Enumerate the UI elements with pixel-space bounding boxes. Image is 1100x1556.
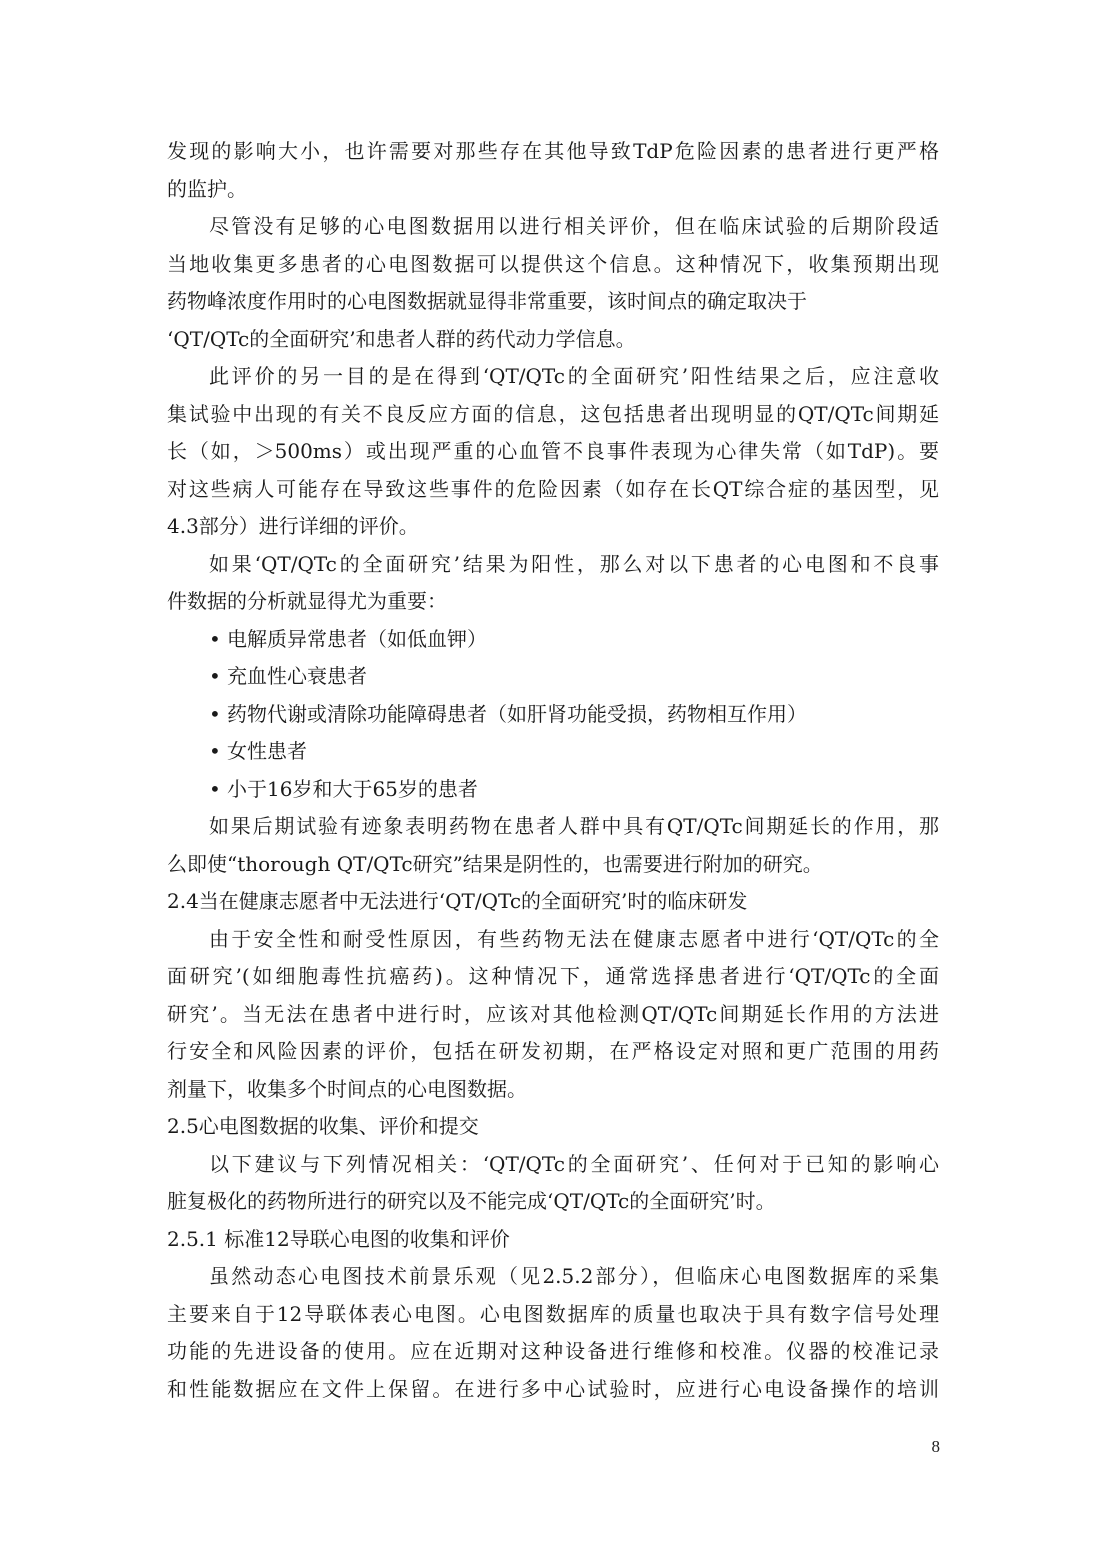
- paragraph-3-line-3: 长（如，＞500ms）或出现严重的心血管不良事件表现为心律失常（如TdP)。要: [167, 439, 939, 463]
- paragraph-6-line-5: 剂量下，收集多个时间点的心电图数据。: [167, 1076, 527, 1101]
- paragraph-3-line-5: 4.3部分）进行详细的评价。: [167, 514, 419, 538]
- bullet-marker: •: [209, 664, 221, 688]
- list-item: [167, 621, 939, 659]
- list-item: [167, 696, 939, 734]
- list-item: [167, 658, 939, 696]
- section-heading-2-5-1: 2.5.1 标准12导联心电图的收集和评价: [167, 1226, 510, 1251]
- list-item-text: 药物代谢或清除功能障碍患者（如肝肾功能受损，药物相互作用）: [227, 701, 807, 726]
- paragraph-8-line-1: 虽然动态心电图技术前景乐观（见2.5.2部分），但临床心电图数据库的采集: [209, 1264, 939, 1288]
- bullet-marker: •: [209, 701, 221, 726]
- paragraph-4-line-2: 件数据的分析就显得尤为重要：: [167, 589, 447, 613]
- paragraph-3-line-1: 此评价的另一目的是在得到‘QT/QTc的全面研究’阳性结果之后，应注意收: [209, 364, 939, 388]
- section-heading-2-5: 2.5心电图数据的收集、评价和提交: [167, 1114, 479, 1138]
- list-item-text: 小于16岁和大于65岁的患者: [227, 776, 478, 801]
- paragraph-2-line-4: ‘QT/QTc的全面研究’和患者人群的药代动力学信息。: [167, 326, 636, 351]
- bullet-marker: •: [209, 776, 221, 801]
- paragraph-5-line-2: 么即使“thorough QT/QTc研究”结果是阴性的，也需要进行附加的研究。: [167, 851, 823, 876]
- list-item-text: 电解质异常患者（如低血钾）: [227, 626, 487, 651]
- paragraph-7-line-1: 以下建议与下列情况相关：‘QT/QTc的全面研究’、任何对于已知的影响心: [209, 1151, 939, 1176]
- paragraph-8-line-3: 功能的先进设备的使用。应在近期对这种设备进行维修和校准。仪器的校准记录: [167, 1339, 939, 1363]
- document-body: [167, 133, 939, 1408]
- list-item-text: 女性患者: [227, 739, 307, 763]
- paragraph-2-line-1: 尽管没有足够的心电图数据用以进行相关评价，但在临床试验的后期阶段适: [209, 214, 939, 238]
- paragraph-8-line-4: 和性能数据应在文件上保留。在进行多中心试验时，应进行心电设备操作的培训: [167, 1376, 939, 1401]
- paragraph-6-line-1: 由于安全性和耐受性原因，有些药物无法在健康志愿者中进行‘QT/QTc的全: [209, 926, 939, 951]
- page-number: 8: [931, 1437, 940, 1456]
- list-item: [167, 733, 939, 771]
- list-item-text: 充血性心衰患者: [227, 664, 367, 688]
- paragraph-6-line-3: 研究’。当无法在患者中进行时，应该对其他检测QT/QTc间期延长作用的方法进: [167, 1001, 939, 1026]
- list-item: [167, 771, 939, 809]
- paragraph-1-line-2: 的监护。: [167, 176, 247, 201]
- paragraph-4-line-1: 如果‘QT/QTc的全面研究’结果为阳性，那么对以下患者的心电图和不良事: [209, 551, 939, 576]
- paragraph-3-line-2: 集试验中出现的有关不良反应方面的信息，这包括患者出现明显的QT/QTc间期延: [167, 401, 939, 426]
- paragraph-2-line-3: 药物峰浓度作用时的心电图数据就显得非常重要，该时间点的确定取决于: [167, 289, 807, 313]
- paragraph-6-line-4: 行安全和风险因素的评价，包括在研发初期，在严格设定对照和更广范围的用药: [167, 1039, 939, 1063]
- paragraph-6-line-2: 面研究’(如细胞毒性抗癌药)。这种情况下，通常选择患者进行‘QT/QTc的全面: [167, 964, 939, 988]
- paragraph-2-line-2: 当地收集更多患者的心电图数据可以提供这个信息。这种情况下，收集预期出现: [167, 251, 939, 276]
- paragraph-5-line-1: 如果后期试验有迹象表明药物在患者人群中具有QT/QTc间期延长的作用，那: [209, 814, 939, 838]
- risk-patient-list: [167, 621, 939, 809]
- bullet-marker: •: [209, 626, 221, 651]
- bullet-marker: •: [209, 739, 221, 763]
- section-heading-2-4: 2.4当在健康志愿者中无法进行‘QT/QTc的全面研究’时的临床研发: [167, 889, 748, 913]
- paragraph-8-line-2: 主要来自于12导联体表心电图。心电图数据库的质量也取决于具有数字信号处理: [167, 1301, 939, 1326]
- paragraph-1-line-1: 发现的影响大小，也许需要对那些存在其他导致TdP危险因素的患者进行更严格: [167, 139, 939, 163]
- paragraph-3-line-4: 对这些病人可能存在导致这些事件的危险因素（如存在长QT综合症的基因型，见: [167, 476, 939, 501]
- paragraph-7-line-2: 脏复极化的药物所进行的研究以及不能完成‘QT/QTc的全面研究’时。: [167, 1189, 776, 1213]
